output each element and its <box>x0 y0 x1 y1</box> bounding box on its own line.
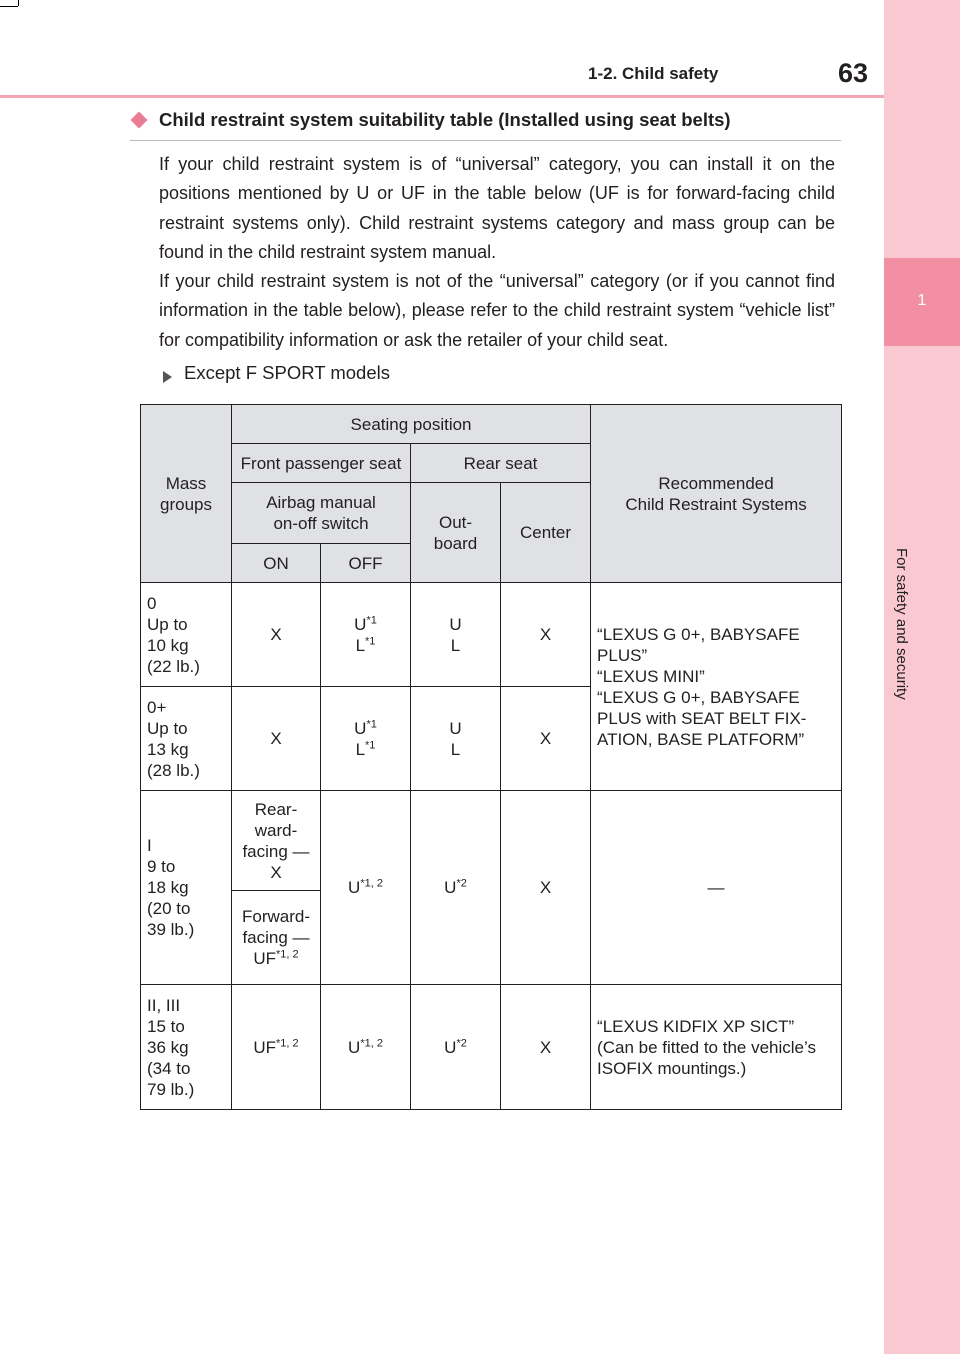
mass-group-cell: 0+ Up to 13 kg (28 lb.) <box>141 687 232 791</box>
front-off-cell: $U^{*1}$ $L^{*1}$ <box>321 687 411 791</box>
recommended-cell: “LEXUS G 0+, BABYSAFE PLUS” “LEXUS MINI” “LEXUS G 0+, BABYSAFE PLUS with SEAT BELT FIX- ATION, BASE PLATFORM” <box>591 583 842 791</box>
header-rear-seat: Rear seat <box>411 444 591 483</box>
header-front-passenger-seat: Front passenger seat <box>232 444 411 483</box>
chapter-title: For safety and security <box>893 548 910 700</box>
header-on: ON <box>232 544 321 583</box>
front-on-cell: X <box>232 583 321 687</box>
chapter-tab[interactable] <box>884 258 960 346</box>
section-heading: Child restraint system suitability table (Installed using seat belts) <box>159 109 731 130</box>
diamond-bullet-icon <box>131 112 148 129</box>
front-off-cell: U$^{*1, 2}$ <box>321 791 411 985</box>
rear-center-cell: X <box>501 583 591 687</box>
mass-group-cell: 0 Up to 10 kg (22 lb.) <box>141 583 232 687</box>
suitability-table <box>140 404 842 1110</box>
crop-mark <box>0 6 18 7</box>
rear-outboard-cell: $U^{*2}$ <box>411 791 501 985</box>
intro-paragraph: If your child restraint system is of “universal” category, you can install it on the positions mentioned by U or UF in the table below (UF is for forward-facing child restraint systems only). Child restraint systems category and mass group can be found in the child restraint system manual. <box>159 154 835 262</box>
header-airbag-switch: Airbag manual on-off switch <box>232 483 411 544</box>
header-seating-position: Seating position <box>232 405 591 444</box>
rear-center-cell: X <box>501 687 591 791</box>
recommended-cell: — <box>591 791 842 985</box>
table-row <box>141 791 842 891</box>
chapter-number: 1 <box>917 292 927 309</box>
header-recommended: Recommended Child Restraint Systems <box>591 405 842 583</box>
rear-outboard-cell: $U^{*2}$ <box>411 985 501 1110</box>
note-paragraph: If your child restraint system is not of the “universal” category (or if you cannot find information in the table below), please refer to the child restraint system “vehicle list” for compatibility information or ask the retailer of your child seat. <box>159 271 835 350</box>
heading-rule <box>130 140 841 141</box>
table-row <box>141 985 842 1110</box>
front-on-forward-cell: Forward- facing — UF$^{*1, 2}$ <box>232 891 321 985</box>
header-center: Center <box>501 483 591 583</box>
front-on-cell: X <box>232 687 321 791</box>
header-rule <box>0 95 884 98</box>
page-number: 63 <box>838 58 869 88</box>
mass-group-cell: II, III 15 to 36 kg (34 to 79 lb.) <box>141 985 232 1110</box>
triangle-bullet-icon <box>163 371 172 383</box>
model-subheading: Except F SPORT models <box>184 362 390 383</box>
crop-mark <box>18 0 19 6</box>
header-off: OFF <box>321 544 411 583</box>
front-off-cell: $U^{*1}$ $L^{*1}$ <box>321 583 411 687</box>
front-off-cell: U$^{*1, 2}$ <box>321 985 411 1110</box>
recommended-cell: “LEXUS KIDFIX XP SICT” (Can be fitted to the vehicle’s ISOFIX mountings.) <box>591 985 842 1110</box>
mass-group-cell: I 9 to 18 kg (20 to 39 lb.) <box>141 791 232 985</box>
header-outboard: Out- board <box>411 483 501 583</box>
rear-center-cell: X <box>501 791 591 985</box>
rear-outboard-cell: U L <box>411 687 501 791</box>
rear-center-cell: X <box>501 985 591 1110</box>
rear-outboard-cell: U L <box>411 583 501 687</box>
header-mass-groups: Mass groups <box>141 405 232 583</box>
front-on-rearward-cell: Rear- ward- facing — X <box>232 791 321 891</box>
section-title: 1-2. Child safety <box>588 64 719 83</box>
table-row <box>141 583 842 687</box>
front-on-cell: UF$^{*1, 2}$ <box>232 985 321 1110</box>
